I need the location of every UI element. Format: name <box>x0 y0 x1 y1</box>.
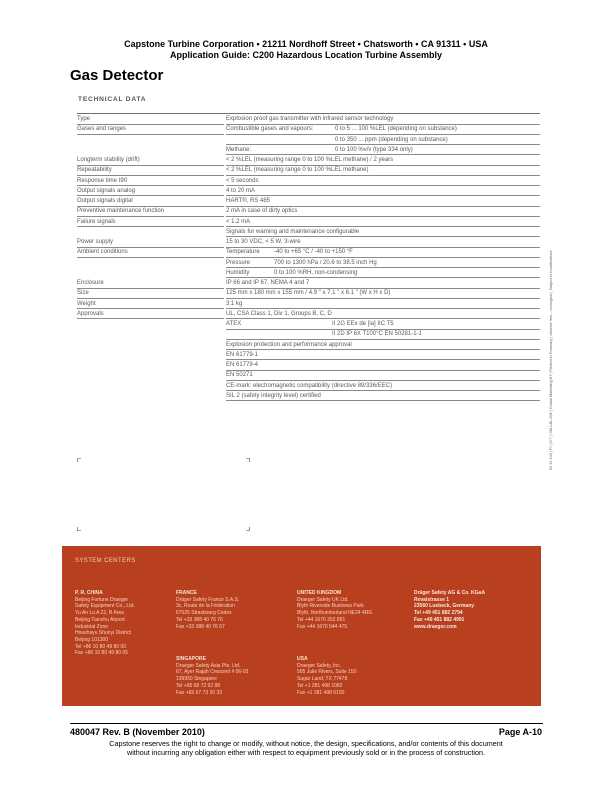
tech-row-value: 3.1 kg <box>226 299 540 310</box>
tech-row <box>77 350 540 360</box>
tech-row-label <box>77 370 224 380</box>
tech-row <box>77 165 540 175</box>
headquarters-address <box>414 590 485 630</box>
tech-row <box>77 381 540 391</box>
footer-disclaimer <box>0 739 612 757</box>
tech-row-label <box>77 329 224 339</box>
header-line-2: Application Guide: C200 Hazardous Location Turbine Assembly <box>169 50 443 60</box>
tech-row <box>77 135 540 145</box>
tech-row-label <box>77 258 224 268</box>
tech-row <box>77 278 540 288</box>
tech-value-detail: II 2D IP 6X T100°C EN 50281-1-1 <box>332 331 422 338</box>
tech-row-label: Power supply <box>77 237 224 248</box>
tech-row-value: SIL 2 (safety integrity level) certified <box>226 391 540 402</box>
crop-mark-bottom-left <box>77 527 81 531</box>
tech-row-value: EN 50271 <box>226 370 540 381</box>
hq-address-line[interactable]: www.draeger.com <box>414 623 457 630</box>
tech-value-key: ATEX <box>226 321 242 327</box>
hq-address-line: Dräger Safety AG & Co. KGaA <box>414 590 485 596</box>
office-address-line: Fax +1 281 498 5190 <box>297 689 345 696</box>
tech-row-value: Signals for warning and maintenance configurable <box>226 227 540 238</box>
tech-row <box>77 329 540 339</box>
office-address-line: Tel +86 10 80 49 80 00 <box>75 643 127 650</box>
office-name: FRANCE <box>176 590 197 596</box>
tech-value-detail: 0 to 5 ... 100 %LEL (depending on substance) <box>335 126 457 133</box>
office-address-line: Fax +86 10 80 49 80 05 <box>75 650 128 657</box>
tech-row-label <box>77 360 224 370</box>
office-address-line: Beijing Fortune Draeger <box>75 596 129 603</box>
tech-row-value <box>226 319 540 330</box>
tech-row-label <box>77 391 224 401</box>
hq-address-line: Revalstrasse 1 <box>414 596 450 603</box>
tech-row-label: Failure signals <box>77 217 224 228</box>
office-address-line: 139950 Singapore <box>176 676 217 683</box>
tech-row <box>77 124 540 134</box>
tech-row-label: Weight <box>77 299 224 310</box>
tech-row-value: UL, CSA Class 1, Div 1, Groups B, C, D <box>226 309 540 320</box>
tech-row-value <box>226 258 540 269</box>
tech-row <box>77 176 540 186</box>
tech-row-label <box>77 145 224 155</box>
tech-value-key: Pressure <box>226 259 251 266</box>
tech-row-label: Enclosure <box>77 278 224 289</box>
tech-row <box>77 299 540 309</box>
tech-value-key: Methane: <box>226 146 252 153</box>
office-address-line: Fax +65 67 73 20 33 <box>176 689 223 696</box>
tech-row-label <box>77 350 224 360</box>
footer-doc-revision: 480047 Rev. B (November 2010) <box>70 727 205 737</box>
tech-row <box>77 155 540 165</box>
office-name: P. R. CHINA <box>75 590 103 596</box>
tech-value-key: Combustible gases and vapours: <box>226 126 314 133</box>
tech-row-value: EN 61779-1 <box>226 350 540 361</box>
tech-value-detail: 0 to 100 %RH, non-condensing <box>274 269 358 276</box>
tech-row <box>77 360 540 370</box>
office-usa <box>297 656 356 696</box>
office-address-line: Fax +33 388 40 76 67 <box>176 623 225 630</box>
office-address-line: Tel +1 281 498 1082 <box>297 682 343 689</box>
tech-row-label <box>77 340 224 350</box>
office-address-line: 3c, Route de la Fédération <box>176 603 235 610</box>
office-france <box>176 590 239 630</box>
tech-row-value: 4 to 20 mA <box>226 186 540 197</box>
tech-row-label: Gases and ranges <box>77 124 224 135</box>
tech-row-label: Output signals analog <box>77 186 224 197</box>
tech-row-value <box>226 124 540 135</box>
office-address-line: Tel +44 1670 352 891 <box>297 616 346 623</box>
tech-row-label: Output signals digital <box>77 196 224 207</box>
crop-mark-bottom-right <box>246 527 250 531</box>
system-centers-title: SYSTEM CENTERS <box>75 558 136 564</box>
tech-row <box>77 247 540 257</box>
tech-row <box>77 319 540 329</box>
tech-value-detail: 0 to 350 ... ppm (depending on substance) <box>335 136 448 143</box>
technical-data-table <box>77 114 540 401</box>
tech-row <box>77 391 540 401</box>
header-line-1: Capstone Turbine Corporation • 21211 Nordhoff Street • Chatsworth • CA 91311 • USA <box>124 39 488 49</box>
office-address-line: Dräger Safety France S.A.S. <box>176 596 240 603</box>
tech-row <box>77 145 540 155</box>
tech-row-label: Ambient conditions <box>77 247 224 258</box>
tech-row-value: HART®, RS 485 <box>226 196 540 207</box>
crop-mark-top-left <box>77 458 81 462</box>
office-address-line: Sugar Land, TX 77478 <box>297 676 348 683</box>
tech-row-label: Size <box>77 288 224 299</box>
office-name: SINGAPORE <box>176 656 207 662</box>
hq-address-line: Fax +49 451 882 4991 <box>414 616 465 623</box>
crop-mark-top-right <box>246 458 250 462</box>
office-address-line: Industrial Zone <box>75 623 109 630</box>
tech-row <box>77 288 540 298</box>
tech-row <box>77 258 540 268</box>
tech-row-value: 15 to 30 VDC, < 5 W, 3-wire <box>226 237 540 248</box>
office-address-line: Blyth Riverside Business Park <box>297 603 364 610</box>
tech-row <box>77 268 540 278</box>
tech-row-label <box>77 381 224 391</box>
tech-row-label: Type <box>77 114 224 125</box>
tech-row-label: Approvals <box>77 309 224 320</box>
tech-row-value: Explosion protection and performance approval <box>226 340 540 351</box>
office-address-line: Tel +33 388 40 76 76 <box>176 616 223 623</box>
disclaimer-line-1: Capstone reserves the right to change or modify, without notice, the design, specifications, and/or contents of this document <box>109 739 503 748</box>
office-address-line: 67025 Strasbourg Cedex <box>176 610 232 617</box>
tech-row-value: EN 61779-4 <box>226 360 540 371</box>
tech-row-value: CE-mark: electromagnetic compatibility (directive 89/336/EEC) <box>226 381 540 392</box>
office-address-line: Safety Equipment Co., Ltd. <box>75 603 135 610</box>
disclaimer-line-2: without incurring any obligation either with respect to equipment previously sold or in the process of construction. <box>127 748 485 757</box>
tech-row-label: Repeatability <box>77 165 224 176</box>
tech-row <box>77 206 540 216</box>
side-note: 90 44 940 | PI | 077 | GM-LBL-DW | Global Marketing BT | Printed in Germany | chlorine free – ecological | Subject to modifications <box>549 250 553 470</box>
office-address-line: Tel +65 68 72 92 88 <box>176 682 221 689</box>
tech-row <box>77 217 540 227</box>
tech-row-label <box>77 135 224 145</box>
tech-row <box>77 340 540 350</box>
tech-row <box>77 186 540 196</box>
tech-row <box>77 309 540 319</box>
office-uk <box>297 590 372 630</box>
tech-value-key: Temperature <box>226 249 260 256</box>
hq-address-line: Tel +49 451 882 2794 <box>414 610 463 617</box>
tech-row-value: 125 mm x 180 mm x 155 mm / 4.9 " x 7.1 " x 6.1 " (W x H x D) <box>226 288 540 299</box>
tech-row-label <box>77 319 224 329</box>
tech-row-value <box>226 329 540 340</box>
page-title: Gas Detector <box>70 67 164 84</box>
tech-row <box>77 196 540 206</box>
tech-row-value: IP 66 and IP 67, NEMA 4 and 7 <box>226 278 540 289</box>
office-address-line: Draeger Safety, Inc. <box>297 662 342 669</box>
tech-row-value: < 2 %LEL (measuring range 0 to 100 %LEL methane) <box>226 165 540 176</box>
office-address-line: Draeger Safety Asia Pte. Ltd. <box>176 662 241 669</box>
tech-value-detail: -40 to +65 °C / -40 to +150 °F <box>274 249 353 256</box>
tech-row-label: Preventive maintenance function <box>77 206 224 217</box>
office-address-line: 67, Ayer Rajah Crescent # 06-03 <box>176 669 249 676</box>
tech-row <box>77 237 540 247</box>
office-china <box>75 590 135 657</box>
tech-value-detail: 0 to 100 %v/v (type 334 only) <box>335 146 413 153</box>
tech-row-label <box>77 268 224 278</box>
technical-data-title: TECHNICAL DATA <box>78 96 147 103</box>
tech-row-value: < 1.2 mA <box>226 217 540 228</box>
footer-page-number: Page A-10 <box>498 727 542 737</box>
office-name: UNITED KINGDOM <box>297 590 342 596</box>
tech-value-detail: II 2G EEx de [ia] IIC T5 <box>332 321 394 327</box>
tech-row-value: 2 mA in case of dirty optics <box>226 206 540 217</box>
tech-row <box>77 370 540 380</box>
office-address-line: Draeger Safety UK Ltd. <box>297 596 349 603</box>
office-sing <box>176 656 248 696</box>
tech-row-value <box>226 145 540 156</box>
tech-row-value: < 2 %LEL (measuring range 0 to 100 %LEL methane) / 2 years <box>226 155 540 166</box>
tech-row-label: Response time t90 <box>77 176 224 187</box>
tech-row <box>77 227 540 237</box>
tech-row <box>77 114 540 124</box>
office-name: USA <box>297 656 308 662</box>
office-address-line: Fax +44 1670 544 475 <box>297 623 348 630</box>
tech-row-value <box>226 268 540 279</box>
office-address-line: Beijing Tianzhu Airport <box>75 616 125 623</box>
system-centers-panel <box>62 546 541 706</box>
tech-value-key: Humidity <box>226 269 250 276</box>
office-address-line: 505 Julie Rivers, Suite 150 <box>297 669 357 676</box>
tech-row-value <box>226 247 540 258</box>
tech-row-label <box>77 227 224 237</box>
hq-address-line: 23560 Luebeck, Germany <box>414 603 475 610</box>
tech-row-value: Explosion proof gas transmitter with infrared sensor technology <box>226 114 540 125</box>
office-address-line: Yu An Lu A 22, B Area <box>75 610 124 617</box>
tech-value-detail: 700 to 1300 hPa / 20.6 to 38.5 inch Hg <box>274 259 377 266</box>
tech-row-value: < 5 seconds <box>226 176 540 187</box>
footer-rule <box>70 723 543 724</box>
office-address-line: Houshayu Shunyi District <box>75 630 131 637</box>
tech-row-label: Longterm stability (drift) <box>77 155 224 166</box>
tech-row-value <box>226 135 540 146</box>
office-address-line: Blyth, Northumberland NE24 4RG <box>297 610 373 617</box>
office-address-line: Beijing 101300 <box>75 636 109 643</box>
